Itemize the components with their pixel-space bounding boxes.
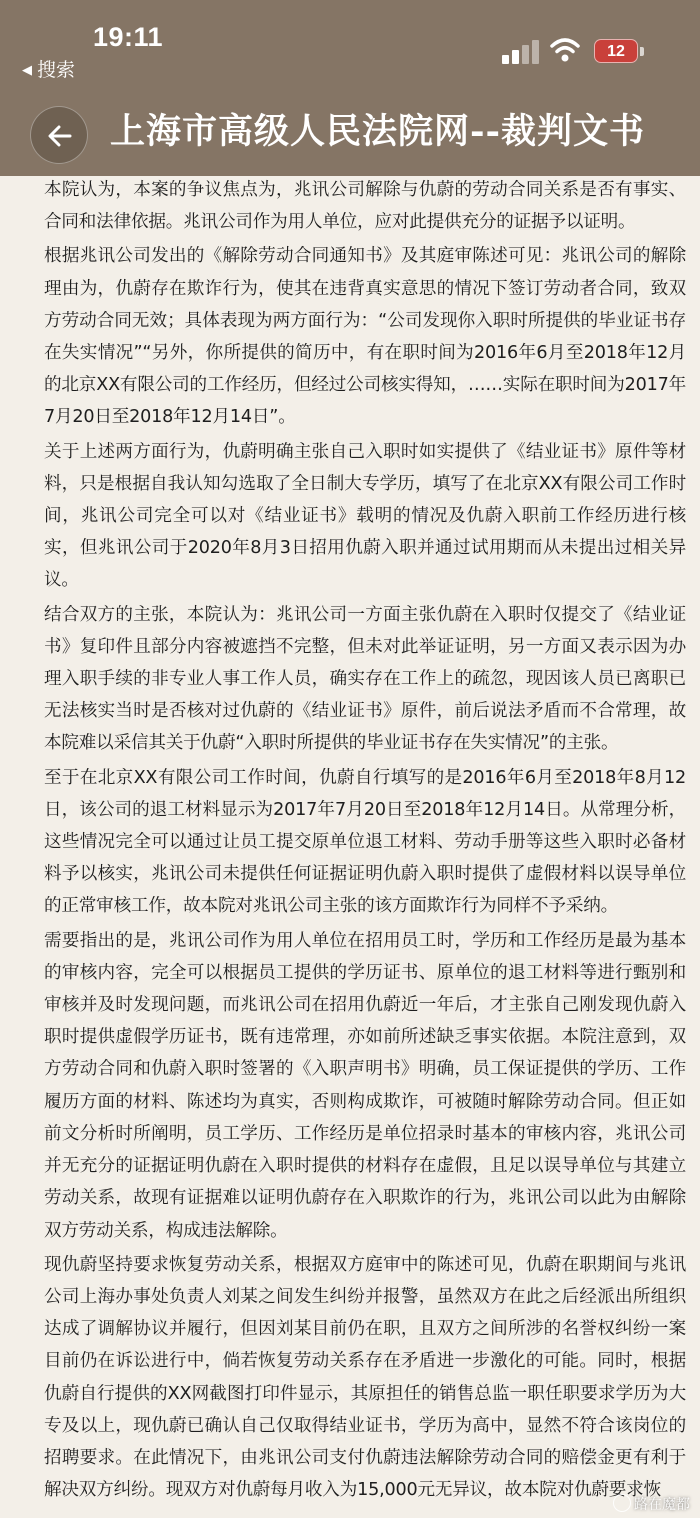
wifi-icon [550, 36, 580, 64]
paragraph: 关于上述两方面行为，仇蔚明确主张自己入职时如实提供了《结业证书》原件等材料，只是根据自我认知勾选取了全日制大专学历，填写了在北京XX有限公司工作时间，兆讯公司完全可以对《结业证书》载明的情况及仇蔚入职前工作经历进行核实，但兆讯公司于2020年8月3日招用仇蔚入职并通过试用期而从未提出过相关异议。 [44, 441, 686, 591]
arrow-left-icon [45, 121, 75, 151]
back-to-app-link[interactable] [22, 55, 75, 82]
paragraph: 至于在北京XX有限公司工作时间，仇蔚自行填写的是2016年6月至2018年8月12日，该公司的退工材料显示为2017年7月20日至2018年12月14日。从常理分析，这些情况完全可以通过让员工提交原单位退工材料、劳动手册等这些入职时必备材料予以核实，兆讯公司未提供任何证据证明仇蔚入职时提供了虚假材料以误导单位的正常审核工作，故本院对兆讯公司主张的该方面欺诈行为同样不予采纳。 [44, 767, 686, 917]
paragraph: 结合双方的主张，本院认为：兆讯公司一方面主张仇蔚在入职时仅提交了《结业证书》复印件且部分内容被遮挡不完整，但未对此举证证明，另一方面又表示因为办理入职手续的非专业人事工作人员，确实存在工作上的疏忽，现因该人员已离职已无法核实当时是否核对过仇蔚的《结业证书》原件，前后说法矛盾而不合常理，故本院难以采信其关于仇蔚“入职时所提供的毕业证书存在失实情况”的主张。 [44, 604, 686, 754]
app-header [0, 0, 700, 176]
wechat-icon [613, 1494, 631, 1512]
back-app-label: 搜索 [37, 59, 76, 81]
battery-icon [594, 39, 646, 65]
watermark [613, 1494, 690, 1514]
status-time: 19:11 [93, 22, 164, 52]
page-title: 上海市高级人民法院网--裁判文书 [110, 111, 646, 152]
paragraph: 本院认为，本案的争议焦点为，兆讯公司解除与仇蔚的劳动合同关系是否有事实、合同和法律依据。兆讯公司作为用人单位，应对此提供充分的证据予以证明。 [44, 180, 686, 233]
back-button[interactable] [30, 106, 88, 164]
paragraph: 现仇蔚坚持要求恢复劳动关系，根据双方庭审中的陈述可见，仇蔚在职期间与兆讯公司上海办事处负责人刘某之间发生纠纷并报警，虽然双方在此之后经派出所组织达成了调解协议并履行，但因刘某目前仍在职，且双方之间所涉的名誉权纠纷一案目前仍在诉讼进行中，倘若恢复劳动关系存在矛盾进一步激化的可能。同时，根据仇蔚自行提供的XX网截图打印件显示，其原担任的销售总监一职任职要求学历为大专及以上，现仇蔚已确认自己仅取得结业证书，学历为高中，显然不符合该岗位的招聘要求。在此情况下，由兆讯公司支付仇蔚违法解除劳动合同的赔偿金更有利于解决双方纠纷。现双方对仇蔚每月收入为15,000元无异议，故本院对仇蔚要求恢 [44, 1254, 686, 1501]
cellular-signal-icon [502, 40, 542, 64]
judgment-text [44, 176, 686, 1508]
paragraph: 根据兆讯公司发出的《解除劳动合同通知书》及其庭审陈述可见：兆讯公司的解除理由为，仇蔚存在欺诈行为，使其在违背真实意思的情况下签订劳动者合同，致双方劳动合同无效；具体表现为两方面行为：“公司发现你入职时所提供的毕业证书存在失实情况”“另外，你所提供的简历中，有在职时间为2016年6月至2018年12月的北京XX有限公司的工作经历，但经过公司核实得知，……实际在职时间为2017年7月20日至2018年12月14日”。 [44, 246, 686, 428]
watermark-text: 路在魔都 [634, 1497, 690, 1513]
back-triangle-icon: ◀ [22, 63, 32, 78]
paragraph: 需要指出的是，兆讯公司作为用人单位在招用员工时，学历和工作经历是最为基本的审核内容，完全可以根据员工提供的学历证书、原单位的退工材料等进行甄别和审核并及时发现问题，而兆讯公司在招用仇蔚近一年后，才主张自己刚发现仇蔚入职时提供虚假学历证书，既有违常理，亦如前所述缺乏事实依据。本院注意到，双方劳动合同和仇蔚入职时签署的《入职声明书》明确，员工保证提供的学历、工作履历方面的材料、陈述均为真实，否则构成欺诈，可被随时解除劳动合同。但正如前文分析时所阐明，员工学历、工作经历是单位招录时基本的审核内容，兆讯公司并无充分的证据证明仇蔚在入职时提供的材料存在虚假，且足以误导单位与其建立劳动关系，故现有证据难以证明仇蔚存在入职欺诈的行为，兆讯公司以此为由解除双方劳动关系，构成违法解除。 [44, 930, 686, 1241]
battery-level: 12 [594, 39, 638, 63]
document-content[interactable] [0, 176, 700, 1518]
